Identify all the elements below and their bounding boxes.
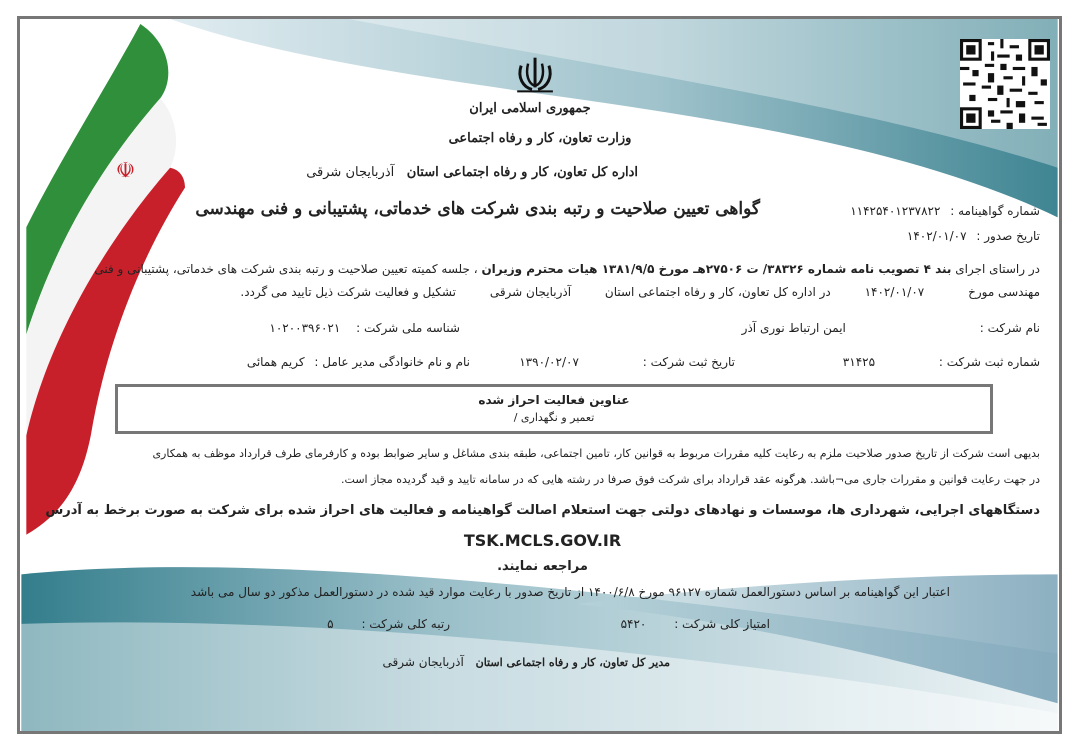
cert-date-row: [840, 229, 1040, 243]
intro-bold: بند ۴ تصویب نامه شماره ۳۸۳۲۶/ ت ۲۷۵۰۶هـ مورخ ۱۳۸۱/۹/۵ هیات محترم وزیران: [481, 262, 952, 276]
manager-value: کریم همائی: [246, 355, 305, 369]
signer-title: مدیر کل تعاون، کار و رفاه اجتماعی استان: [475, 656, 670, 669]
body-line-1: بدیهی است شرکت از تاریخ صدور صلاحیت ملزم به رعایت کلیه مقررات مربوط به قوانین کار، تامین اجتماعی، طبقه بندی مشاغل و سایر ضوابط بوده و کارفرمای طرف قرارداد موظف به همکاری: [152, 447, 1040, 460]
company-name-value: ایمن ارتباط نوری آذر: [741, 321, 846, 335]
verification-url[interactable]: TSK.MCLS.GOV.IR: [463, 531, 622, 550]
total-score-label: امتیاز کلی شرکت :: [674, 617, 770, 631]
activities-box: [115, 384, 993, 434]
national-id-value: ۱۰۲۰۰۳۹۶۰۲۱: [269, 321, 341, 335]
intro-prefix: در راستای اجرای: [955, 262, 1040, 276]
reg-date-row: [490, 355, 735, 369]
cert-date-value: ۱۴۰۲/۰۱/۰۷: [906, 229, 967, 243]
total-score-row: [620, 617, 770, 631]
cert-number-row: [810, 204, 1040, 218]
intro-line-1: [94, 262, 1040, 276]
company-name-row: [620, 321, 1040, 335]
cert-number-label: شماره گواهینامه :: [950, 204, 1040, 218]
reg-no-label: شماره ثبت شرکت :: [938, 355, 1040, 369]
certificate-title: گواهی تعیین صلاحیت و رتبه بندی شرکت های خدماتی، پشتیبانی و فنی مهندسی: [195, 199, 760, 219]
manager-label: نام و نام خانوادگی مدیر عامل :: [314, 355, 470, 369]
refer-text: مراجعه نمایند.: [497, 559, 588, 574]
manager-row: [240, 355, 470, 369]
intro-line2-b: در اداره کل تعاون، کار و رفاه اجتماعی استان: [604, 285, 831, 299]
office-title: [306, 165, 638, 180]
republic-title: جمهوری اسلامی ایران: [469, 101, 591, 116]
total-score-value: ۵۴۲۰: [620, 617, 647, 631]
office-text: اداره کل تعاون، کار و رفاه اجتماعی استان: [406, 165, 638, 180]
national-id-label: شناسه ملی شرکت :: [356, 321, 460, 335]
svg-text:☫: ☫: [115, 158, 136, 184]
office-province: آذربایجان شرقی: [306, 165, 395, 180]
activities-title: عناوین فعالیت احراز شده: [478, 393, 630, 407]
signer-province: آذربایجان شرقی: [382, 655, 464, 669]
intro-line2-a: مهندسی مورخ: [968, 285, 1040, 299]
intro-line-2: [220, 285, 1040, 299]
certificate-frame: [17, 16, 1062, 734]
rank-value: ۵: [327, 617, 334, 631]
intro-line2-c: تشکیل و فعالیت شرکت ذیل تایید می گردد.: [240, 285, 456, 299]
validity-text: اعتبار این گواهینامه بر اساس دستورالعمل شماره ۹۶۱۲۷ مورخ ۱۴۰۰/۶/۸ از تاریخ صدور با رعایت موارد قید شده در دستورالعمل مذکور دو سال می باشد: [190, 585, 950, 599]
signer-row: [370, 655, 670, 669]
reg-date-value: ۱۳۹۰/۰۲/۰۷: [519, 355, 579, 369]
national-id-row: [250, 321, 460, 335]
intro-line2-date: ۱۴۰۲/۰۱/۰۷: [864, 285, 925, 299]
background-decoration: [20, 19, 1059, 731]
intro-suffix: ، جلسه کمیته تعیین صلاحیت و رتبه بندی شرکت های خدماتی، پشتیبانی و فنی: [94, 262, 478, 276]
body-line-2: در جهت رعایت قوانین و مقررات جاری می¬باشد. هرگونه عقد قرارداد برای شرکت فوق صرفا در رشته هایی که در سامانه تایید و قید گردیده مجاز است.: [341, 473, 1040, 486]
activities-items: تعمیر و نگهداری /: [513, 411, 595, 424]
rank-label: رتبه کلی شرکت :: [361, 617, 450, 631]
cert-number-value: ۱۱۴۲۵۴۰۱۲۳۷۸۲۲: [850, 204, 941, 218]
reg-date-label: تاریخ ثبت شرکت :: [642, 355, 735, 369]
intro-line2-province: آذربایجان شرقی: [489, 285, 572, 299]
rank-row: [320, 617, 450, 631]
cert-date-label: تاریخ صدور :: [976, 229, 1040, 243]
ministry-title: وزارت تعاون، کار و رفاه اجتماعی: [448, 131, 632, 146]
reg-no-value: ۳۱۴۲۵: [842, 355, 876, 369]
reg-no-row: [780, 355, 1040, 369]
bold-notice: دستگاههای اجرایی، شهرداری ها، موسسات و نهادهای دولتی جهت استعلام اصالت گواهینامه و فعالیت های احراز شده برای شرکت به صورت برخط به آدرس: [45, 503, 1040, 518]
company-name-label: نام شرکت :: [979, 321, 1040, 335]
qr-code: [960, 39, 1050, 129]
